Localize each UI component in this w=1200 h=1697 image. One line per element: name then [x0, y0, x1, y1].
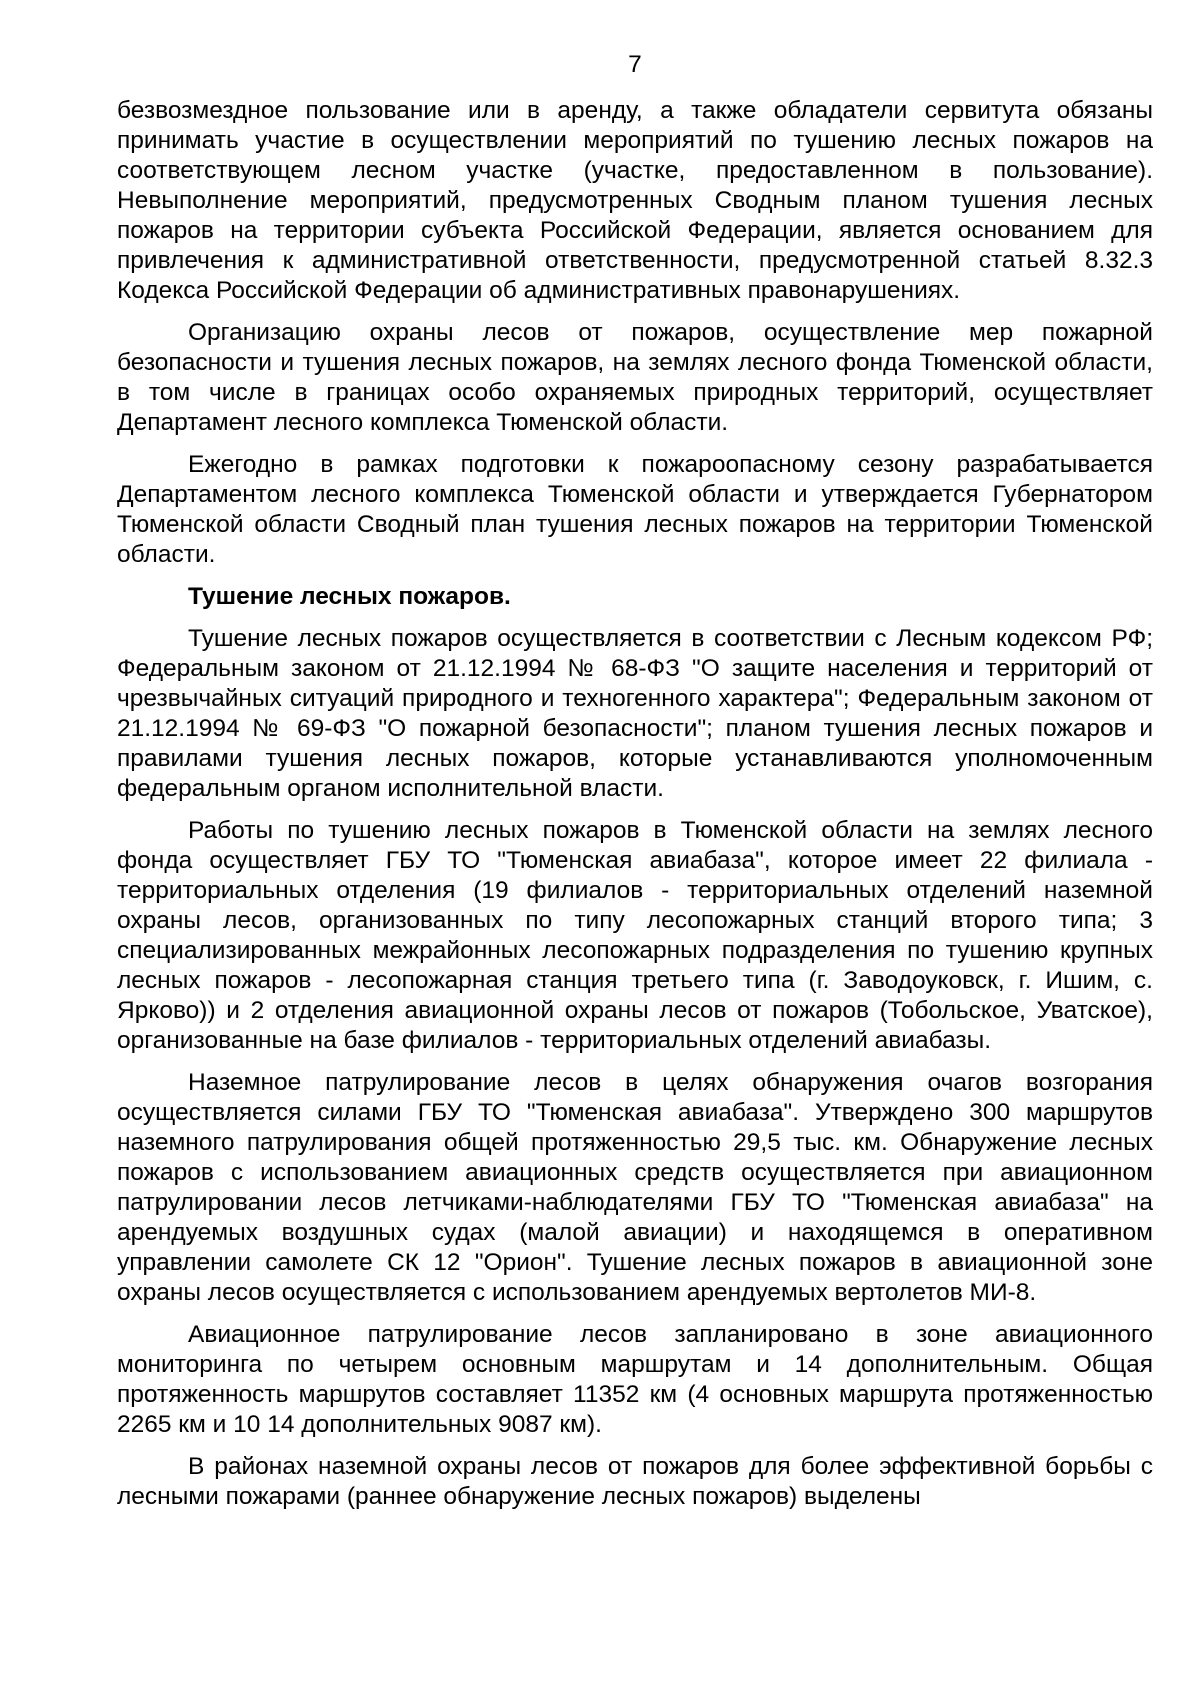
- paragraph-consolidated-plan: Ежегодно в рамках подготовки к пожароопасному сезону разрабатывается Департаментом лесного комплекса Тюменской области и утверждается Губернатором Тюменской области Сводный план тушения лесных пожаров на территории Тюменской области.: [117, 451, 1153, 568]
- section-heading-fire-suppression: Тушение лесных пожаров.: [188, 583, 511, 610]
- paragraph-legal-basis: Тушение лесных пожаров осуществляется в соответствии с Лесным кодексом РФ; Федеральным законом от 21.12.1994 № 68-ФЗ "О защите населения и территорий от чрезвычайных ситуаций природного и техногенного характера"; Федеральным законом от 21.12.1994 № 69-ФЗ "О пожарной безопасности"; планом тушения лесных пожаров и правилами тушения лесных пожаров, которые устанавливаются уполномоченным федеральным органом исполнительной власти.: [117, 625, 1153, 802]
- paragraph-avia-base-branches: Работы по тушению лесных пожаров в Тюменской области на землях лесного фонда осуществляет ГБУ ТО "Тюменская авиабаза", которое имеет 22 филиала - территориальных отделения (19 филиалов - территориальных отделений наземной охраны лесов, организованных по типу лесопожарных станций второго типа; 3 специализированных межрайонных лесопожарных подразделения по тушению крупных лесных пожаров - лесопожарная станция третьего типа (г. Заводоуковск, г. Ишим, с. Ярково)) и 2 отделения авиационной охраны лесов от пожаров (Тобольское, Уватское), организованные на базе филиалов - территориальных отделений авиабазы.: [117, 817, 1153, 1054]
- paragraph-ground-patrol: Наземное патрулирование лесов в целях обнаружения очагов возгорания осуществляется силами ГБУ ТО "Тюменская авиабаза". Утверждено 300 маршрутов наземного патрулирования общей протяженностью 29,5 тыс. км. Обнаружение лесных пожаров с использованием авиационных средств осуществляется при авиационном патрулировании лесов летчиками-наблюдателями ГБУ ТО "Тюменская авиабаза" на арендуемых воздушных судах (малой авиации) и находящемся в оперативном управлении самолете СК 12 "Орион". Тушение лесных пожаров в авиационной зоне охраны лесов осуществляется с использованием арендуемых вертолетов МИ-8.: [117, 1069, 1153, 1306]
- paragraph-aerial-patrol: Авиационное патрулирование лесов запланировано в зоне авиационного мониторинга по четырем основным маршрутам и 14 дополнительным. Общая протяженность маршрутов составляет 11352 км (4 основных маршрута протяженностью 2265 км и 10 14 дополнительных 9087 км).: [117, 1321, 1153, 1438]
- paragraph-continuation: безвозмездное пользование или в аренду, а также обладатели сервитута обязаны принимать участие в осуществлении мероприятий по тушению лесных пожаров на соответствующем лесном участке (участке, предоставленном в пользование). Невыполнение мероприятий, предусмотренных Сводным планом тушения лесных пожаров на территории субъекта Российской Федерации, является основанием для привлечения к административной ответственности, предусмотренной статьей 8.32.3 Кодекса Российской Федерации об административных правонарушениях.: [117, 97, 1153, 304]
- paragraph-forest-protection-organization: Организацию охраны лесов от пожаров, осуществление мер пожарной безопасности и тушения лесных пожаров, на землях лесного фонда Тюменской области, в том числе в границах особо охраняемых природных территорий, осуществляет Департамент лесного комплекса Тюменской области.: [117, 319, 1153, 436]
- page-number: 7: [628, 51, 642, 78]
- paragraph-ground-protection-areas: В районах наземной охраны лесов от пожаров для более эффективной борьбы с лесными пожарами (раннее обнаружение лесных пожаров) выделены: [117, 1453, 1153, 1510]
- document-page: [117, 50, 1153, 1524]
